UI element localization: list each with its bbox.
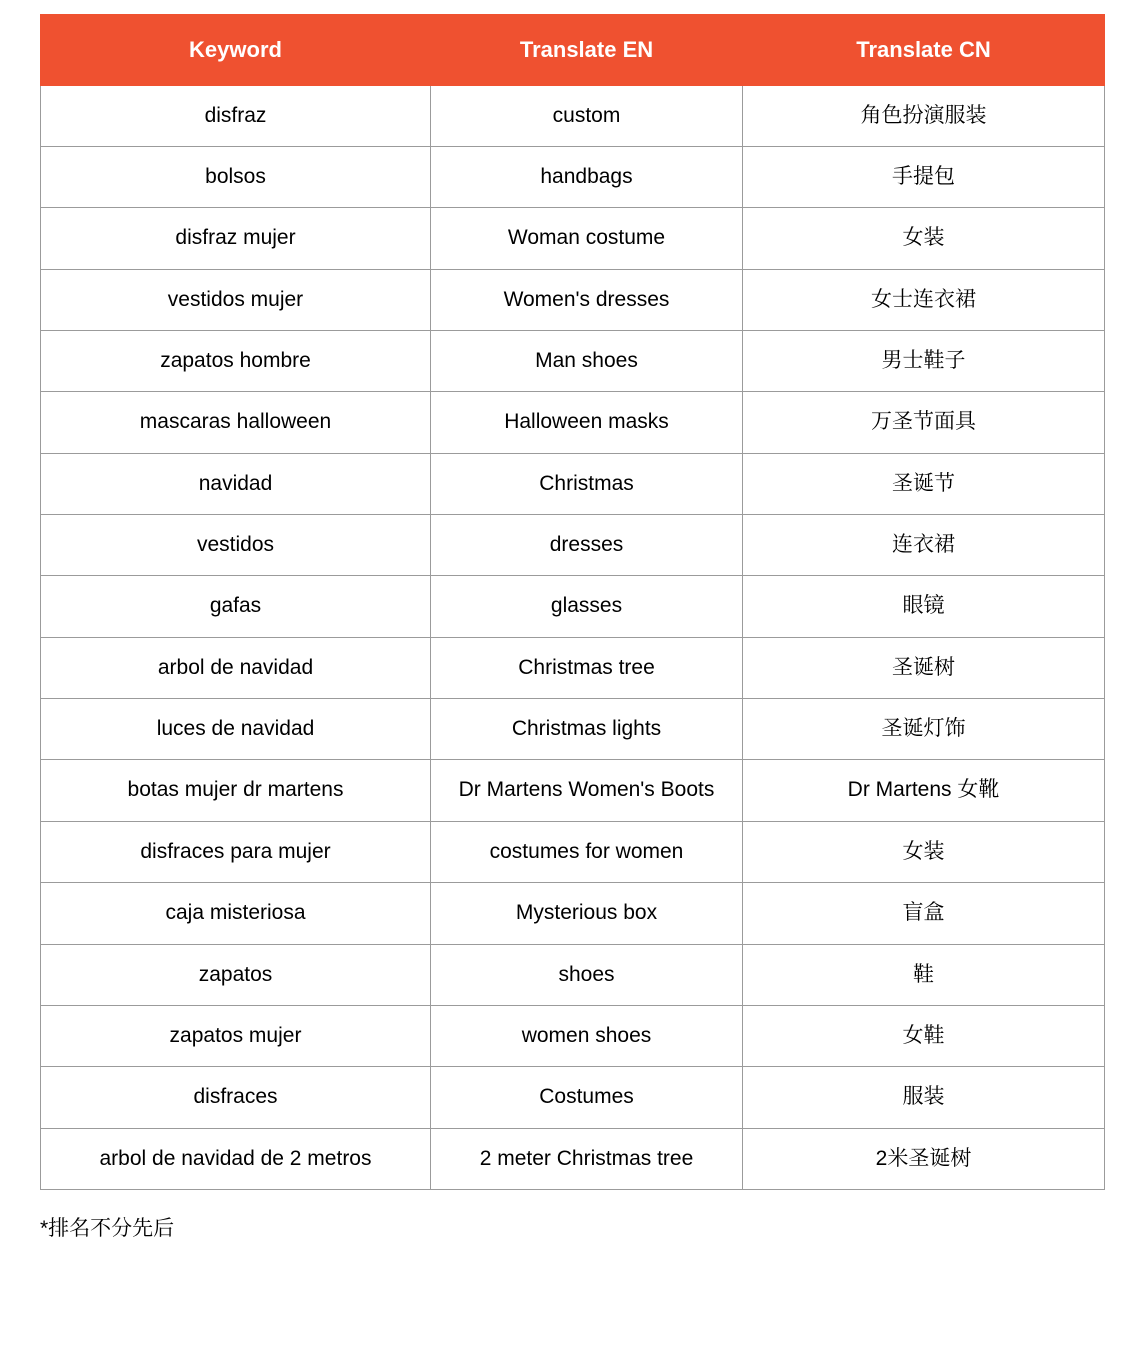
cell-keyword: luces de navidad [41,699,431,760]
cell-keyword: gafas [41,576,431,637]
cell-translate-en: Man shoes [431,331,743,392]
column-header-translate-cn: Translate CN [743,15,1105,86]
cell-translate-en: 2 meter Christmas tree [431,1128,743,1189]
table-row [41,85,1105,146]
cell-keyword: caja misteriosa [41,883,431,944]
table-row [41,331,1105,392]
table-row [41,453,1105,514]
keyword-translation-table [40,14,1105,1190]
cell-keyword: zapatos hombre [41,331,431,392]
cell-translate-cn: 万圣节面具 [743,392,1105,453]
cell-translate-cn: 角色扮演服装 [743,85,1105,146]
cell-translate-en: handbags [431,147,743,208]
cell-translate-cn: 2米圣诞树 [743,1128,1105,1189]
column-header-translate-en: Translate EN [431,15,743,86]
footnote: *排名不分先后 [40,1216,175,1240]
table-row [41,637,1105,698]
cell-translate-cn: Dr Martens 女靴 [743,760,1105,821]
table-row [41,576,1105,637]
cell-keyword: zapatos mujer [41,1005,431,1066]
cell-translate-cn: 手提包 [743,147,1105,208]
cell-keyword: disfraz [41,85,431,146]
table-row [41,699,1105,760]
table-row [41,944,1105,1005]
cell-translate-en: custom [431,85,743,146]
table-row [41,269,1105,330]
table-row [41,1067,1105,1128]
cell-translate-en: Dr Martens Women's Boots [431,760,743,821]
cell-translate-cn: 圣诞灯饰 [743,699,1105,760]
cell-keyword: botas mujer dr martens [41,760,431,821]
cell-translate-cn: 眼镜 [743,576,1105,637]
cell-translate-en: Christmas tree [431,637,743,698]
table-row [41,1128,1105,1189]
table-row [41,883,1105,944]
cell-translate-cn: 圣诞树 [743,637,1105,698]
cell-keyword: bolsos [41,147,431,208]
cell-keyword: vestidos mujer [41,269,431,330]
cell-translate-en: shoes [431,944,743,1005]
table-row [41,760,1105,821]
cell-translate-en: glasses [431,576,743,637]
cell-translate-en: Women's dresses [431,269,743,330]
cell-translate-cn: 女装 [743,208,1105,269]
cell-translate-cn: 鞋 [743,944,1105,1005]
cell-translate-cn: 圣诞节 [743,453,1105,514]
cell-keyword: disfraces para mujer [41,821,431,882]
cell-translate-en: Christmas lights [431,699,743,760]
table-row [41,208,1105,269]
table-row [41,392,1105,453]
cell-keyword: zapatos [41,944,431,1005]
table-body [41,85,1105,1189]
cell-keyword: disfraces [41,1067,431,1128]
table-row [41,821,1105,882]
cell-translate-en: costumes for women [431,821,743,882]
cell-translate-cn: 女士连衣裙 [743,269,1105,330]
cell-translate-cn: 盲盒 [743,883,1105,944]
cell-translate-cn: 女鞋 [743,1005,1105,1066]
cell-keyword: navidad [41,453,431,514]
table-row [41,1005,1105,1066]
cell-translate-en: Halloween masks [431,392,743,453]
cell-translate-en: Christmas [431,453,743,514]
cell-translate-en: Woman costume [431,208,743,269]
cell-keyword: vestidos [41,515,431,576]
cell-keyword: disfraz mujer [41,208,431,269]
cell-translate-en: women shoes [431,1005,743,1066]
cell-translate-cn: 女装 [743,821,1105,882]
column-header-keyword: Keyword [41,15,431,86]
table-header [41,15,1105,86]
cell-translate-cn: 服装 [743,1067,1105,1128]
table-row [41,147,1105,208]
cell-keyword: arbol de navidad [41,637,431,698]
cell-keyword: arbol de navidad de 2 metros [41,1128,431,1189]
cell-keyword: mascaras halloween [41,392,431,453]
table-row [41,515,1105,576]
cell-translate-en: Mysterious box [431,883,743,944]
cell-translate-en: Costumes [431,1067,743,1128]
cell-translate-cn: 连衣裙 [743,515,1105,576]
cell-translate-en: dresses [431,515,743,576]
table-header-row [41,15,1105,86]
cell-translate-cn: 男士鞋子 [743,331,1105,392]
